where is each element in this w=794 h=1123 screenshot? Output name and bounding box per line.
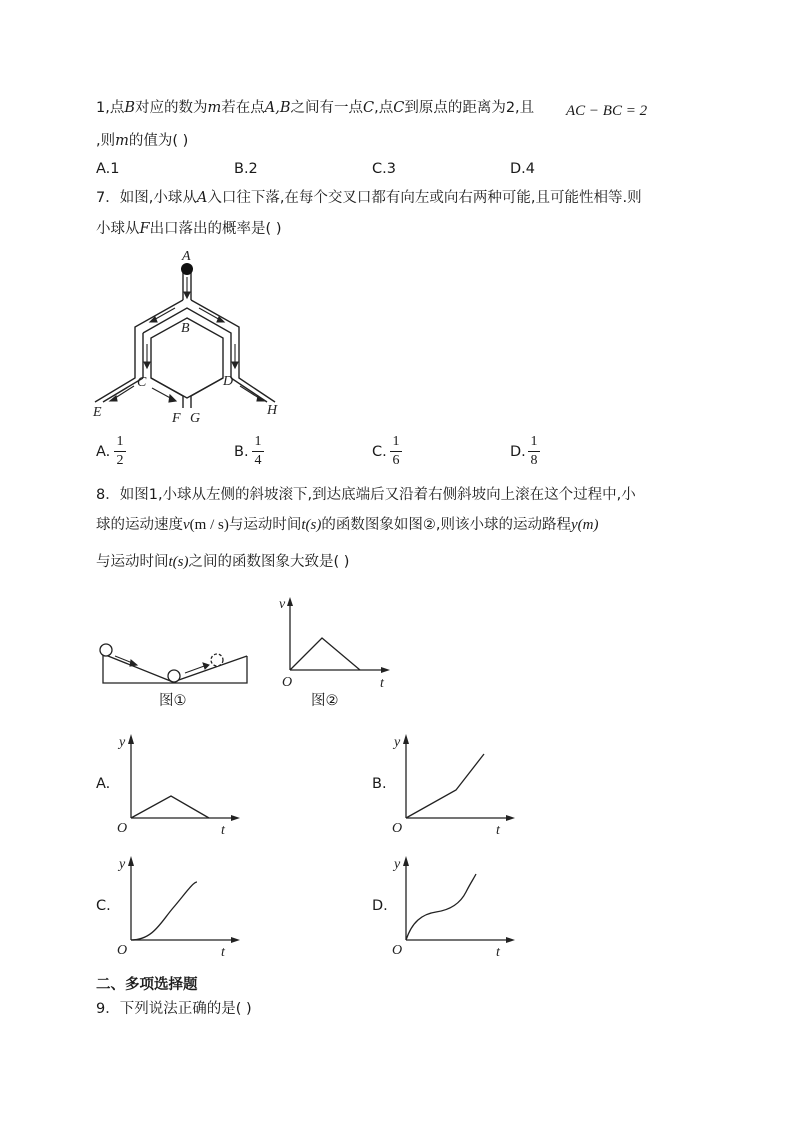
fig-label-h: H (267, 403, 278, 418)
q6-var: C (393, 100, 405, 116)
q8-text: 与运动时间 (96, 554, 169, 570)
origin-label: O (392, 821, 403, 836)
q6-text: ,则 (96, 133, 116, 149)
q8-fig2 (274, 594, 394, 694)
q7-option-c-fraction (390, 434, 402, 469)
q8-text: 之间的函数图象大致是( ) (188, 554, 350, 570)
q7-text: 入口往下落,在每个交叉口都有向左或向右两种可能,且可能性相等.则 (207, 190, 642, 206)
fig-label-d: D (223, 374, 234, 389)
q7-var: A (196, 190, 208, 206)
q8-line3 (96, 552, 349, 572)
q6-option-b[interactable]: B.2 (234, 161, 258, 177)
q8-option-d[interactable]: D. (372, 898, 388, 914)
q8-unit: (m / s) (189, 517, 229, 533)
q7-option-a-fraction (114, 434, 126, 469)
option-letter: B. (234, 444, 249, 460)
denominator: 4 (254, 453, 262, 468)
q8-line2 (96, 515, 598, 535)
q7-option-a[interactable] (96, 444, 110, 460)
q8-fig1-caption: 图① (159, 693, 187, 709)
fig-label-g: G (190, 411, 201, 426)
q7-var: F (139, 221, 150, 237)
axis-t-label: t (221, 945, 225, 960)
q8-option-a[interactable]: A. (96, 776, 111, 792)
numerator: 1 (116, 434, 124, 449)
q6-text: 1,点 (96, 100, 125, 116)
q6-text: 对应的数为 (135, 100, 208, 116)
q7-option-b-fraction (252, 434, 264, 469)
q7-option-b[interactable] (234, 444, 249, 460)
axis-y-label: y (394, 857, 401, 872)
fig-label-e: E (93, 405, 102, 420)
q8-var: t (168, 554, 173, 570)
axis-y-label: y (119, 735, 126, 750)
q8-option-c[interactable]: C. (96, 898, 111, 914)
q7-line1 (96, 188, 642, 208)
q6-var: A,B (264, 100, 291, 116)
q6-text: 到原点的距离为2,且 (404, 100, 535, 116)
fig-label-f: F (172, 411, 181, 426)
q6-text: 之间有一点 (290, 100, 363, 116)
numerator: 1 (392, 434, 400, 449)
q7-line2 (96, 219, 282, 239)
axis-y-label: y (119, 857, 126, 872)
q6-var: C (363, 100, 375, 116)
fig-label-b: B (181, 321, 190, 336)
q8-var: y (570, 517, 578, 533)
q9-line: 9．下列说法正确的是( ) (96, 1001, 252, 1017)
fig-label-c: C (137, 375, 147, 390)
q8-text: 球的运动速度 (96, 517, 183, 533)
q6-var: m (115, 133, 129, 149)
axis-t-label: t (380, 676, 384, 691)
numerator: 1 (530, 434, 538, 449)
q6-var: m (207, 100, 222, 116)
axis-t-label: t (496, 945, 500, 960)
q7-option-c[interactable] (372, 444, 387, 460)
ball-icon (181, 263, 193, 275)
q6-option-a[interactable]: A.1 (96, 161, 120, 177)
q8-unit: (s) (172, 554, 189, 570)
q8-var: v (183, 517, 190, 533)
q7-text: 出口落出的概率是( ) (149, 221, 282, 237)
q8-unit: (s) (305, 517, 322, 533)
q8-var: t (301, 517, 306, 533)
q6-option-d[interactable]: D.4 (510, 161, 535, 177)
axis-y-label: y (394, 735, 401, 750)
q8-fig2-caption: 图② (311, 693, 339, 709)
q7-text: 7．如图,小球从 (96, 190, 197, 206)
denominator: 2 (116, 453, 124, 468)
q6-text: ,点 (374, 100, 394, 116)
numerator: 1 (254, 434, 262, 449)
q6-text: 的值为( ) (128, 133, 189, 149)
axis-t-label: t (221, 823, 225, 838)
origin-label: O (282, 675, 293, 690)
origin-label: O (392, 943, 403, 958)
q8-option-d-graph (388, 852, 518, 962)
fig-label-a: A (182, 250, 191, 264)
q8-unit: (m) (577, 517, 599, 533)
axis-v-label: v (279, 597, 286, 612)
option-letter: C. (372, 444, 387, 460)
q8-option-c-graph (113, 852, 243, 962)
q7-option-d[interactable] (510, 444, 526, 460)
q7-option-d-fraction (528, 434, 540, 469)
q6-option-c[interactable]: C.3 (372, 161, 396, 177)
q8-option-b[interactable]: B. (372, 776, 387, 792)
axis-t-label: t (496, 823, 500, 838)
q8-option-a-graph (113, 730, 243, 840)
q8-line1: 8．如图1,小球从左侧的斜坡滚下,到达底端后又沿着右侧斜坡向上滚在这个过程中,小 (96, 487, 636, 503)
q8-text: 的函数图象如图②,则该小球的运动路程 (321, 517, 571, 533)
q7-text: 小球从 (96, 221, 140, 237)
q8-text: 与运动时间 (228, 517, 302, 533)
denominator: 6 (392, 453, 400, 468)
q6-text: 若在点 (221, 100, 265, 116)
denominator: 8 (530, 453, 538, 468)
q8-option-b-graph (388, 730, 518, 840)
q6-line2 (96, 131, 188, 151)
q6-line1 (96, 98, 534, 118)
q6-equation: AC − BC = 2 (566, 103, 648, 119)
section-title: 二、多项选择题 (96, 977, 198, 993)
origin-label: O (117, 943, 128, 958)
q6-var: B (124, 100, 135, 116)
origin-label: O (117, 821, 128, 836)
option-letter: A. (96, 444, 111, 460)
q7-figure (90, 250, 290, 430)
option-letter: D. (510, 444, 526, 460)
